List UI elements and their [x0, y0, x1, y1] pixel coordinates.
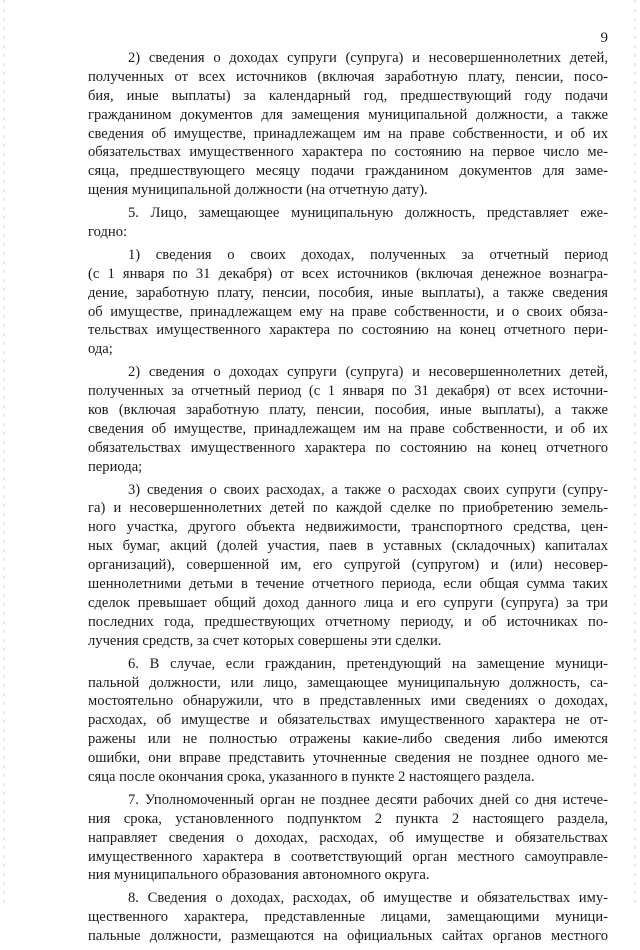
text-line: щения муниципальной должности (на отчетную дату). [88, 182, 428, 199]
document-body [88, 49, 608, 950]
text-line: сяца после окончания срока, указанного в пункте 2 настоящего раздела. [88, 768, 535, 785]
text-line: лучения средств, за счет которых совершены эти сделки. [88, 632, 442, 649]
text-line: мостоятельно обнаружили, что в представленных ими сведениях о доходах, [88, 693, 608, 710]
paragraph-p7 [88, 791, 608, 885]
text-line: 1) сведения о своих доходах, полученных за отчетный период [128, 246, 608, 263]
paragraph-p8 [88, 889, 608, 946]
text-line: периода; [88, 458, 143, 475]
text-line: ков (включая заработную плату, пенсии, пособия, иные выплаты), а также [88, 402, 608, 419]
text-line: 6. В случае, если гражданин, претендующий на замещение муници- [128, 655, 608, 672]
text-line: полученных за отчетный период (с 1 января по 31 декабря) от всех источни- [88, 383, 608, 400]
text-line: тельствах имущественного характера по состоянию на конец отчетного пери- [88, 322, 608, 339]
text-line: организаций), совершенной им, его супругой (супругом) и (или) несовер- [88, 557, 608, 574]
text-line: 8. Сведения о доходах, расходах, об имуществе и обязательствах иму- [128, 890, 608, 907]
text-line: обязательствах имущественного характера по состоянию на первое число ме- [88, 144, 608, 161]
scan-edge-left [3, 0, 5, 905]
text-line: годно: [88, 224, 128, 241]
text-line: об имуществе, принадлежащем ему на праве собственности, и о своих обяза- [88, 303, 608, 320]
text-line: ния муниципального образования автономного округа. [88, 867, 430, 884]
paragraph-p5 [88, 204, 608, 242]
paragraph-p6 [88, 655, 608, 787]
text-line: пальной должности, или лицо, замещающее муниципальную должность, са- [88, 674, 608, 691]
text-line: сяца, предшествующего месяцу подачи гражданином документов для заме- [88, 163, 608, 180]
text-line: дение, заработную плату, пенсии, пособия, иные выплаты), а также сведения [88, 284, 608, 301]
scan-edge-right [634, 0, 636, 905]
text-line: обязательствах имущественного характера по состоянию на конец отчетного [88, 439, 608, 456]
text-line: 7. Уполномоченный орган не позднее десяти рабочих дней со дня истече- [128, 791, 608, 808]
text-line: направляет сведения о доходах, расходах, об имуществе и обязательствах [88, 829, 608, 846]
text-line: имущественного характера в соответствующий орган местного самоуправле- [88, 848, 608, 865]
text-line: ражены или не полностью отражены какие-либо сведения либо имеются [88, 731, 608, 748]
text-line: шеннолетними детьми в течение отчетного периода, если общая сумма таких [88, 576, 608, 593]
paragraph-p2a [88, 49, 608, 200]
text-line: гражданином документов для замещения муниципальной должности, а также [88, 106, 608, 123]
text-line: ода; [88, 341, 113, 358]
text-line: сведения об имуществе, принадлежащем им на праве собственности, и об их [88, 420, 608, 437]
text-line: 2) сведения о доходах супруги (супруга) и несовершеннолетних детей, [128, 50, 608, 66]
text-line: ния срока, установленного подпунктом 2 пункта 2 настоящего раздела, [88, 810, 608, 827]
paragraph-p5-1 [88, 246, 608, 359]
text-line: сделок превышает общий доход данного лица и его супруги (супруга) за три [88, 594, 608, 611]
text-line: пальные должности, размещаются на официальных сайтах органов местного [88, 928, 608, 945]
text-line: расходах, об имуществе и обязательствах имущественного характера не от- [88, 712, 608, 729]
text-line: бия, иные выплаты) за календарный год, предшествующий году подачи [88, 87, 608, 104]
text-line: ных бумаг, акций (долей участия, паев в уставных (складочных) капиталах [88, 538, 608, 555]
text-line: га) и несовершеннолетних детей по каждой сделке по приобретению земель- [88, 500, 608, 517]
text-line: 2) сведения о доходах супруги (супруга) и несовершеннолетних детей, [128, 364, 608, 381]
text-line: ного участка, другого объекта недвижимости, транспортного средства, цен- [88, 519, 608, 536]
text-line: ошибки, они вправе представить уточненные сведения не позднее одного ме- [88, 750, 608, 767]
paragraph-p5-3 [88, 481, 608, 651]
text-line: 5. Лицо, замещающее муниципальную должность, представляет еже- [128, 205, 608, 222]
text-line: щественного характера, представленные лицами, замещающими муници- [88, 909, 608, 926]
text-line: полученных от всех источников (включая заработную плату, пенсии, посо- [88, 68, 608, 85]
paragraph-p5-2 [88, 363, 608, 476]
page-number: 9 [600, 30, 608, 46]
text-line: (с 1 января по 31 декабря) от всех источников (включая денежное вознагра- [88, 265, 608, 282]
text-line: 3) сведения о своих расходах, а также о расходах своих супруги (супру- [128, 481, 608, 498]
text-line: последних года, предшествующих отчетному периоду, и об источниках по- [88, 613, 608, 630]
text-line: сведения об имуществе, принадлежащем им на праве собственности, и об их [88, 125, 608, 142]
